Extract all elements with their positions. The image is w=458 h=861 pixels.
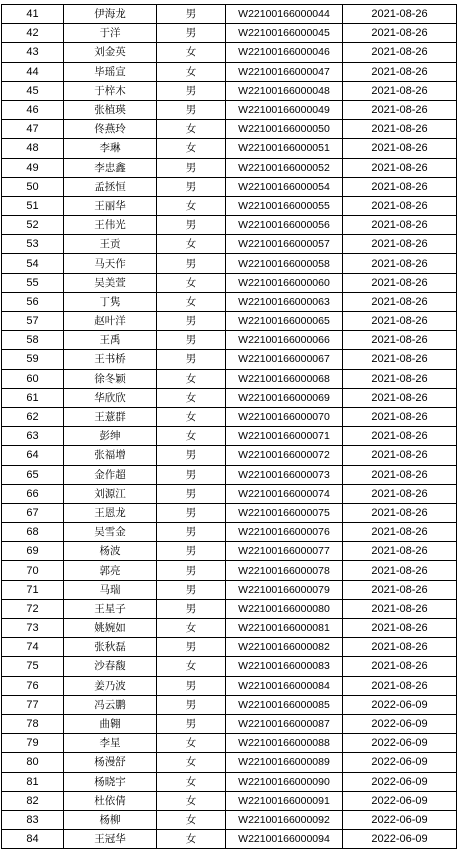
id-cell: W22100166000048: [226, 81, 343, 100]
row-number: 45: [2, 81, 64, 100]
gender-cell: 女: [157, 196, 226, 215]
table-row: [2, 484, 457, 503]
row-number: 54: [2, 254, 64, 273]
date-cell: 2021-08-26: [343, 619, 457, 638]
row-number: 62: [2, 407, 64, 426]
gender-cell: 女: [157, 772, 226, 791]
id-cell: W22100166000070: [226, 407, 343, 426]
date-cell: 2021-08-26: [343, 388, 457, 407]
gender-cell: 男: [157, 638, 226, 657]
name-cell: 金作超: [64, 465, 157, 484]
gender-cell: 男: [157, 24, 226, 43]
row-number: 43: [2, 43, 64, 62]
table-row: [2, 599, 457, 618]
id-cell: W22100166000069: [226, 388, 343, 407]
table-row: [2, 561, 457, 580]
gender-cell: 男: [157, 523, 226, 542]
name-cell: 张福增: [64, 446, 157, 465]
date-cell: 2021-08-26: [343, 369, 457, 388]
name-cell: 于洋: [64, 24, 157, 43]
gender-cell: 女: [157, 62, 226, 81]
date-cell: 2021-08-26: [343, 43, 457, 62]
row-number: 65: [2, 465, 64, 484]
gender-cell: 女: [157, 830, 226, 849]
date-cell: 2021-08-26: [343, 676, 457, 695]
table-row: [2, 81, 457, 100]
date-cell: 2021-08-26: [343, 273, 457, 292]
row-number: 64: [2, 446, 64, 465]
row-number: 71: [2, 580, 64, 599]
table-row: [2, 830, 457, 849]
row-number: 69: [2, 542, 64, 561]
gender-cell: 男: [157, 100, 226, 119]
date-cell: 2021-08-26: [343, 427, 457, 446]
gender-cell: 女: [157, 43, 226, 62]
name-cell: 马瑞: [64, 580, 157, 599]
gender-cell: 女: [157, 388, 226, 407]
row-number: 80: [2, 753, 64, 772]
date-cell: 2022-06-09: [343, 753, 457, 772]
gender-cell: 男: [157, 695, 226, 714]
table-row: [2, 43, 457, 62]
date-cell: 2022-06-09: [343, 734, 457, 753]
name-cell: 杨漫舒: [64, 753, 157, 772]
name-cell: 赵叶洋: [64, 312, 157, 331]
roster-table-body: [2, 5, 457, 849]
id-cell: W22100166000084: [226, 676, 343, 695]
row-number: 74: [2, 638, 64, 657]
table-row: [2, 657, 457, 676]
id-cell: W22100166000052: [226, 158, 343, 177]
name-cell: 李琳: [64, 139, 157, 158]
name-cell: 毕瑶宣: [64, 62, 157, 81]
name-cell: 张植瑛: [64, 100, 157, 119]
row-number: 81: [2, 772, 64, 791]
id-cell: W22100166000050: [226, 120, 343, 139]
row-number: 79: [2, 734, 64, 753]
gender-cell: 男: [157, 254, 226, 273]
table-row: [2, 638, 457, 657]
table-row: [2, 120, 457, 139]
row-number: 83: [2, 810, 64, 829]
name-cell: 杨晓宇: [64, 772, 157, 791]
date-cell: 2021-08-26: [343, 216, 457, 235]
table-row: [2, 619, 457, 638]
id-cell: W22100166000074: [226, 484, 343, 503]
table-row: [2, 465, 457, 484]
date-cell: 2021-08-26: [343, 177, 457, 196]
date-cell: 2021-08-26: [343, 24, 457, 43]
id-cell: W22100166000087: [226, 714, 343, 733]
name-cell: 吴雪金: [64, 523, 157, 542]
id-cell: W22100166000055: [226, 196, 343, 215]
row-number: 70: [2, 561, 64, 580]
date-cell: 2021-08-26: [343, 523, 457, 542]
row-number: 42: [2, 24, 64, 43]
id-cell: W22100166000066: [226, 331, 343, 350]
gender-cell: 女: [157, 791, 226, 810]
name-cell: 张秋磊: [64, 638, 157, 657]
date-cell: 2021-08-26: [343, 81, 457, 100]
name-cell: 沙春馥: [64, 657, 157, 676]
date-cell: 2021-08-26: [343, 158, 457, 177]
row-number: 44: [2, 62, 64, 81]
gender-cell: 男: [157, 216, 226, 235]
gender-cell: 女: [157, 407, 226, 426]
date-cell: 2021-08-26: [343, 235, 457, 254]
name-cell: 丁隽: [64, 292, 157, 311]
date-cell: 2021-08-26: [343, 312, 457, 331]
name-cell: 李星: [64, 734, 157, 753]
row-number: 56: [2, 292, 64, 311]
id-cell: W22100166000089: [226, 753, 343, 772]
row-number: 53: [2, 235, 64, 254]
row-number: 72: [2, 599, 64, 618]
id-cell: W22100166000056: [226, 216, 343, 235]
name-cell: 李忠鑫: [64, 158, 157, 177]
id-cell: W22100166000060: [226, 273, 343, 292]
name-cell: 王伟光: [64, 216, 157, 235]
table-row: [2, 695, 457, 714]
name-cell: 王恩龙: [64, 503, 157, 522]
table-row: [2, 503, 457, 522]
id-cell: W22100166000058: [226, 254, 343, 273]
id-cell: W22100166000072: [226, 446, 343, 465]
date-cell: 2021-08-26: [343, 196, 457, 215]
row-number: 75: [2, 657, 64, 676]
table-row: [2, 292, 457, 311]
row-number: 66: [2, 484, 64, 503]
name-cell: 伊海龙: [64, 5, 157, 24]
id-cell: W22100166000073: [226, 465, 343, 484]
gender-cell: 男: [157, 580, 226, 599]
gender-cell: 女: [157, 120, 226, 139]
gender-cell: 男: [157, 676, 226, 695]
gender-cell: 男: [157, 465, 226, 484]
row-number: 47: [2, 120, 64, 139]
name-cell: 郭亮: [64, 561, 157, 580]
table-row: [2, 791, 457, 810]
date-cell: 2021-08-26: [343, 542, 457, 561]
row-number: 77: [2, 695, 64, 714]
name-cell: 冯云鹏: [64, 695, 157, 714]
gender-cell: 女: [157, 369, 226, 388]
name-cell: 刘源江: [64, 484, 157, 503]
row-number: 46: [2, 100, 64, 119]
table-row: [2, 427, 457, 446]
name-cell: 姚婉如: [64, 619, 157, 638]
table-row: [2, 734, 457, 753]
date-cell: 2021-08-26: [343, 292, 457, 311]
id-cell: W22100166000065: [226, 312, 343, 331]
id-cell: W22100166000082: [226, 638, 343, 657]
id-cell: W22100166000051: [226, 139, 343, 158]
row-number: 60: [2, 369, 64, 388]
id-cell: W22100166000083: [226, 657, 343, 676]
id-cell: W22100166000075: [226, 503, 343, 522]
date-cell: 2021-08-26: [343, 657, 457, 676]
date-cell: 2021-08-26: [343, 120, 457, 139]
gender-cell: 男: [157, 599, 226, 618]
name-cell: 王贡: [64, 235, 157, 254]
name-cell: 王薏群: [64, 407, 157, 426]
name-cell: 佟燕玲: [64, 120, 157, 139]
date-cell: 2021-08-26: [343, 331, 457, 350]
row-number: 41: [2, 5, 64, 24]
id-cell: W22100166000054: [226, 177, 343, 196]
table-row: [2, 772, 457, 791]
row-number: 76: [2, 676, 64, 695]
table-row: [2, 139, 457, 158]
table-row: [2, 753, 457, 772]
date-cell: 2021-08-26: [343, 599, 457, 618]
date-cell: 2022-06-09: [343, 810, 457, 829]
name-cell: 王丽华: [64, 196, 157, 215]
table-row: [2, 714, 457, 733]
date-cell: 2021-08-26: [343, 580, 457, 599]
name-cell: 王冠华: [64, 830, 157, 849]
row-number: 63: [2, 427, 64, 446]
table-row: [2, 158, 457, 177]
name-cell: 马天作: [64, 254, 157, 273]
row-number: 78: [2, 714, 64, 733]
gender-cell: 女: [157, 427, 226, 446]
table-row: [2, 676, 457, 695]
table-row: [2, 312, 457, 331]
date-cell: 2022-06-09: [343, 714, 457, 733]
row-number: 61: [2, 388, 64, 407]
name-cell: 吴美萱: [64, 273, 157, 292]
id-cell: W22100166000068: [226, 369, 343, 388]
date-cell: 2022-06-09: [343, 695, 457, 714]
gender-cell: 男: [157, 542, 226, 561]
table-row: [2, 235, 457, 254]
table-row: [2, 810, 457, 829]
name-cell: 杜依倩: [64, 791, 157, 810]
table-row: [2, 62, 457, 81]
table-row: [2, 216, 457, 235]
id-cell: W22100166000071: [226, 427, 343, 446]
row-number: 73: [2, 619, 64, 638]
name-cell: 孟拯恒: [64, 177, 157, 196]
id-cell: W22100166000049: [226, 100, 343, 119]
gender-cell: 男: [157, 331, 226, 350]
row-number: 52: [2, 216, 64, 235]
gender-cell: 男: [157, 177, 226, 196]
name-cell: 徐冬颖: [64, 369, 157, 388]
id-cell: W22100166000046: [226, 43, 343, 62]
name-cell: 王禹: [64, 331, 157, 350]
table-row: [2, 369, 457, 388]
row-number: 82: [2, 791, 64, 810]
row-number: 67: [2, 503, 64, 522]
row-number: 50: [2, 177, 64, 196]
gender-cell: 女: [157, 619, 226, 638]
gender-cell: 男: [157, 158, 226, 177]
table-row: [2, 388, 457, 407]
name-cell: 华欣欣: [64, 388, 157, 407]
date-cell: 2021-08-26: [343, 503, 457, 522]
gender-cell: 男: [157, 446, 226, 465]
row-number: 57: [2, 312, 64, 331]
date-cell: 2021-08-26: [343, 638, 457, 657]
roster-table: [1, 4, 457, 849]
id-cell: W22100166000092: [226, 810, 343, 829]
row-number: 68: [2, 523, 64, 542]
id-cell: W22100166000057: [226, 235, 343, 254]
table-row: [2, 254, 457, 273]
id-cell: W22100166000081: [226, 619, 343, 638]
name-cell: 姜乃波: [64, 676, 157, 695]
table-row: [2, 446, 457, 465]
table-row: [2, 100, 457, 119]
gender-cell: 女: [157, 139, 226, 158]
name-cell: 于梓木: [64, 81, 157, 100]
id-cell: W22100166000047: [226, 62, 343, 81]
table-row: [2, 5, 457, 24]
date-cell: 2021-08-26: [343, 561, 457, 580]
date-cell: 2021-08-26: [343, 465, 457, 484]
date-cell: 2021-08-26: [343, 62, 457, 81]
date-cell: 2022-06-09: [343, 830, 457, 849]
date-cell: 2021-08-26: [343, 254, 457, 273]
id-cell: W22100166000094: [226, 830, 343, 849]
gender-cell: 男: [157, 561, 226, 580]
date-cell: 2021-08-26: [343, 407, 457, 426]
name-cell: 彭绅: [64, 427, 157, 446]
id-cell: W22100166000079: [226, 580, 343, 599]
table-row: [2, 273, 457, 292]
row-number: 55: [2, 273, 64, 292]
name-cell: 杨柳: [64, 810, 157, 829]
gender-cell: 女: [157, 292, 226, 311]
table-row: [2, 350, 457, 369]
id-cell: W22100166000063: [226, 292, 343, 311]
id-cell: W22100166000078: [226, 561, 343, 580]
row-number: 84: [2, 830, 64, 849]
id-cell: W22100166000085: [226, 695, 343, 714]
table-row: [2, 542, 457, 561]
name-cell: 杨波: [64, 542, 157, 561]
table-row: [2, 407, 457, 426]
gender-cell: 男: [157, 5, 226, 24]
row-number: 59: [2, 350, 64, 369]
table-row: [2, 523, 457, 542]
date-cell: 2022-06-09: [343, 772, 457, 791]
date-cell: 2022-06-09: [343, 791, 457, 810]
table-row: [2, 580, 457, 599]
gender-cell: 男: [157, 81, 226, 100]
gender-cell: 男: [157, 503, 226, 522]
table-row: [2, 196, 457, 215]
date-cell: 2021-08-26: [343, 100, 457, 119]
name-cell: 刘金英: [64, 43, 157, 62]
name-cell: 王星子: [64, 599, 157, 618]
gender-cell: 女: [157, 734, 226, 753]
row-number: 48: [2, 139, 64, 158]
gender-cell: 女: [157, 657, 226, 676]
name-cell: 王书桥: [64, 350, 157, 369]
date-cell: 2021-08-26: [343, 446, 457, 465]
date-cell: 2021-08-26: [343, 350, 457, 369]
gender-cell: 男: [157, 714, 226, 733]
gender-cell: 女: [157, 810, 226, 829]
id-cell: W22100166000067: [226, 350, 343, 369]
table-row: [2, 331, 457, 350]
id-cell: W22100166000044: [226, 5, 343, 24]
id-cell: W22100166000091: [226, 791, 343, 810]
gender-cell: 男: [157, 484, 226, 503]
row-number: 49: [2, 158, 64, 177]
date-cell: 2021-08-26: [343, 484, 457, 503]
id-cell: W22100166000076: [226, 523, 343, 542]
date-cell: 2021-08-26: [343, 5, 457, 24]
row-number: 51: [2, 196, 64, 215]
gender-cell: 女: [157, 235, 226, 254]
id-cell: W22100166000080: [226, 599, 343, 618]
table-row: [2, 24, 457, 43]
id-cell: W22100166000045: [226, 24, 343, 43]
id-cell: W22100166000090: [226, 772, 343, 791]
gender-cell: 女: [157, 753, 226, 772]
name-cell: 曲翱: [64, 714, 157, 733]
gender-cell: 男: [157, 312, 226, 331]
date-cell: 2021-08-26: [343, 139, 457, 158]
id-cell: W22100166000088: [226, 734, 343, 753]
row-number: 58: [2, 331, 64, 350]
gender-cell: 女: [157, 273, 226, 292]
gender-cell: 男: [157, 350, 226, 369]
table-row: [2, 177, 457, 196]
id-cell: W22100166000077: [226, 542, 343, 561]
